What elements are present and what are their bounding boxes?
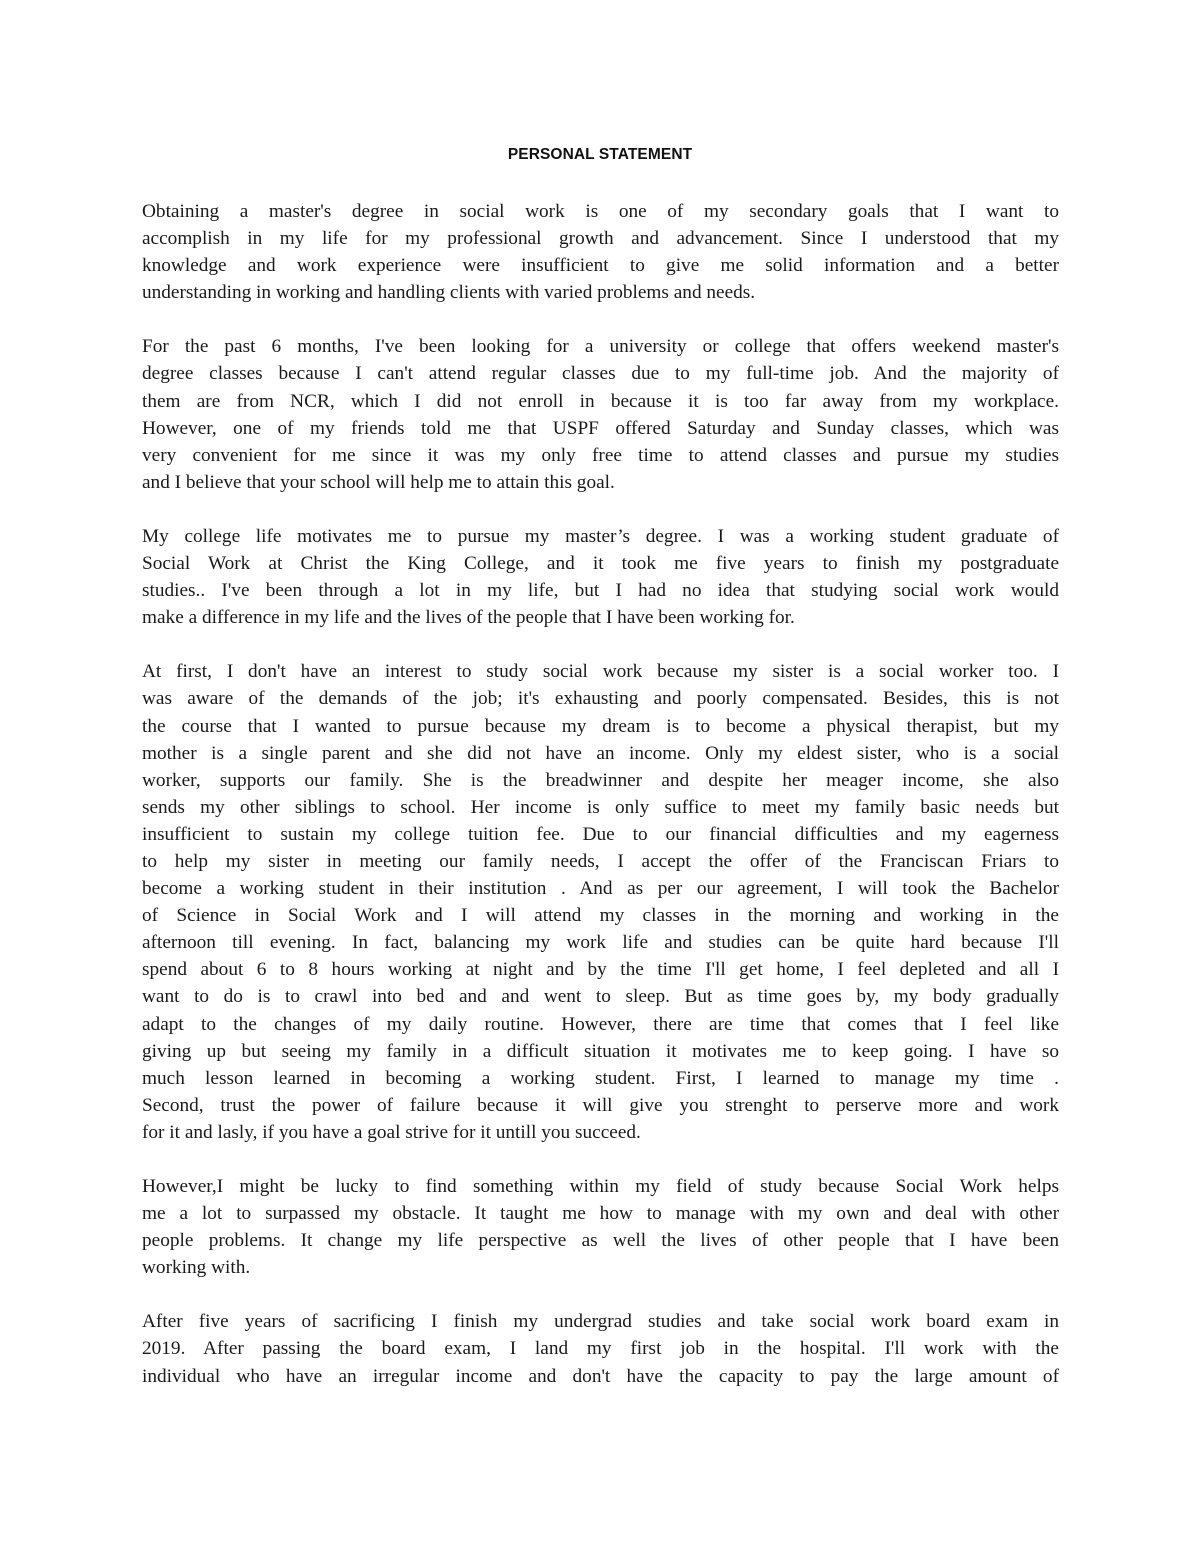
text-line: working with. (142, 1257, 251, 1279)
text-line: for it and lasly, if you have a goal strive for it untill you succeed. (142, 1121, 641, 1143)
text-line: was aware of the demands of the job; it's exhausting and poorly compensated. Besides, this is not (142, 688, 1059, 710)
text-line: Second, trust the power of failure because it will give you strenght to perserve more and work (142, 1094, 1059, 1116)
text-line: much lesson learned in becoming a working student. First, I learned to manage my time . (142, 1067, 1059, 1089)
text-line: studies.. I've been through a lot in my life, but I had no idea that studying social work would (142, 580, 1059, 602)
document-title: PERSONAL STATEMENT (507, 146, 693, 163)
text-line: understanding in working and handling clients with varied problems and needs. (142, 282, 756, 304)
text-line: My college life motivates me to pursue my master’s degree. I was a working student graduate of (142, 525, 1059, 547)
text-line: However,I might be lucky to find something within my field of study because Social Work helps (142, 1176, 1059, 1197)
text-line: very convenient for me since it was my only free time to attend classes and pursue my studies (142, 444, 1059, 466)
text-line: At first, I don't have an interest to study social work because my sister is a social worker too. I (142, 661, 1059, 683)
text-line: worker, supports our family. She is the breadwinner and despite her meager income, she also (142, 769, 1059, 791)
text-line: degree classes because I can't attend regular classes due to my full-time job. And the majority of (142, 363, 1059, 385)
text-line: become a working student in their institution . And as per our agreement, I will took the Bachelor (142, 878, 1059, 900)
text-line: want to do is to crawl into bed and and went to sleep. But as time goes by, my body gradually (142, 986, 1059, 1008)
paragraph (142, 1173, 1059, 1281)
text-line: the course that I wanted to pursue because my dream is to become a physical therapist, but my (142, 715, 1059, 737)
text-line: insufficient to sustain my college tuition fee. Due to our financial difficulties and my eagerness (142, 823, 1059, 845)
text-line: accomplish in my life for my professional growth and advancement. Since I understood that my (142, 228, 1059, 250)
text-line: people problems. It change my life perspective as well the lives of other people that I have been (142, 1230, 1059, 1252)
paragraph (142, 333, 1059, 496)
text-line: After five years of sacrificing I finish my undergrad studies and take social work board exam in (142, 1311, 1059, 1333)
paragraph (142, 523, 1059, 631)
document-body (142, 198, 1059, 1417)
text-line: knowledge and work experience were insufficient to give me solid information and a better (142, 255, 1059, 277)
text-line: and I believe that your school will help me to attain this goal. (142, 471, 615, 493)
paragraph (142, 198, 1059, 306)
text-line: mother is a single parent and she did not have an income. Only my eldest sister, who is a social (142, 742, 1059, 764)
text-line: me a lot to surpassed my obstacle. It taught me how to manage with my own and deal with other (142, 1203, 1059, 1225)
text-line: of Science in Social Work and I will attend my classes in the morning and working in the (142, 905, 1059, 927)
text-line: adapt to the changes of my daily routine. However, there are time that comes that I feel like (142, 1013, 1059, 1035)
text-line: Obtaining a master's degree in social work is one of my secondary goals that I want to (142, 201, 1059, 222)
text-line: to help my sister in meeting our family needs, I accept the offer of the Franciscan Friars to (142, 850, 1059, 872)
text-line: sends my other siblings to school. Her income is only suffice to meet my family basic needs but (142, 796, 1059, 818)
paragraph (142, 1308, 1059, 1389)
text-line: giving up but seeing my family in a difficult situation it motivates me to keep going. I have so (142, 1040, 1059, 1062)
text-line: 2019. After passing the board exam, I land my first job in the hospital. I'll work with the (142, 1338, 1059, 1360)
text-line: For the past 6 months, I've been looking for a university or college that offers weekend master's (142, 336, 1059, 358)
text-line: Social Work at Christ the King College, and it took me five years to finish my postgraduate (142, 553, 1059, 575)
text-line: spend about 6 to 8 hours working at night and by the time I'll get home, I feel depleted and all I (142, 959, 1059, 981)
paragraph (142, 658, 1059, 1146)
text-line: them are from NCR, which I did not enroll in because it is too far away from my workplace. (142, 390, 1059, 412)
text-line: afternoon till evening. In fact, balancing my work life and studies can be quite hard because I'll (142, 932, 1059, 954)
text-line: individual who have an irregular income and don't have the capacity to pay the large amount of (142, 1365, 1059, 1387)
text-line: make a difference in my life and the lives of the people that I have been working for. (142, 607, 795, 629)
text-line: However, one of my friends told me that USPF offered Saturday and Sunday classes, which was (142, 417, 1059, 439)
